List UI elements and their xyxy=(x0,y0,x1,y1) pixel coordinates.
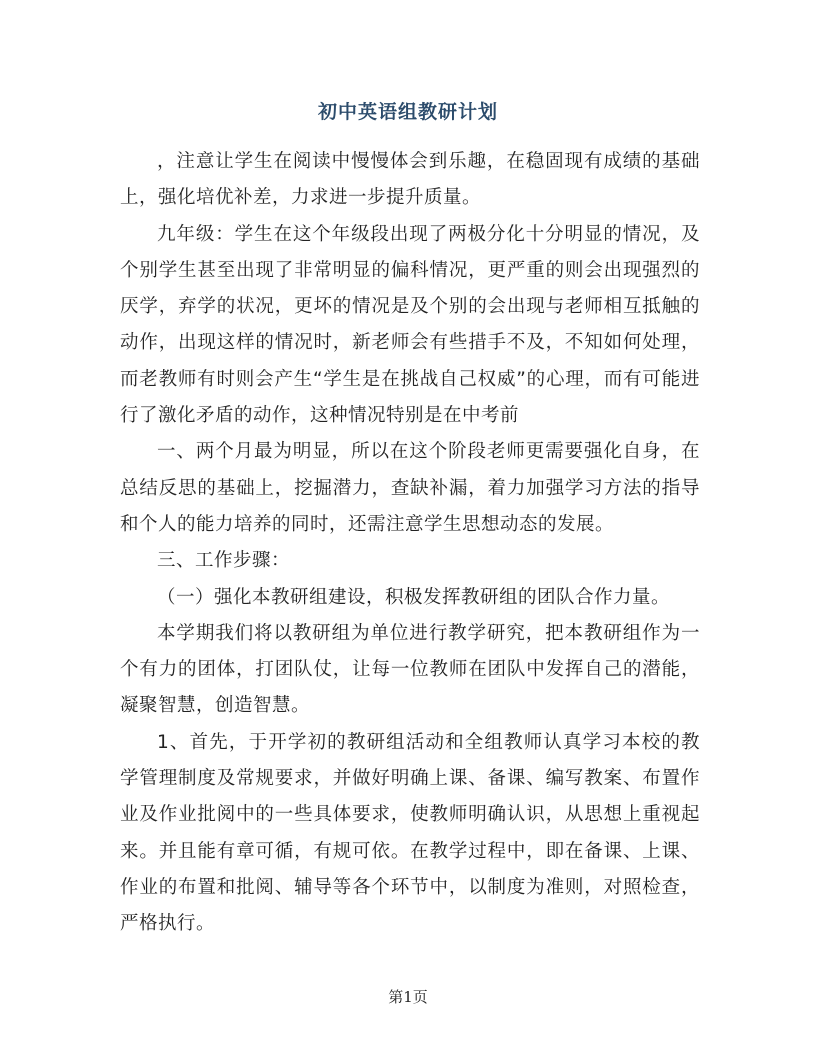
document-title: 初中英语组教研计划 xyxy=(317,101,498,123)
paragraph-4: 本学期我们将以教研组为单位进行教学研究，把本教研组作为一个有力的团体，打团队仗，让每一位教师在团队中发挥自己的潜能，凝聚智慧，创造智慧。 xyxy=(120,622,700,717)
document-body xyxy=(120,144,700,943)
paragraph-5: 1、首先，于开学初的教研组活动和全组教师认真学习本校的教学管理制度及常规要求，并做好明确上课、备课、编写教案、布置作业及作业批阅中的一些具体要求，使教师明确认识，从思想上重视起来。并且能有章可循，有规可依。在教学过程中，即在备课、上课、作业的布置和批阅、辅导等各个环节中，以制度为准则，对照检查，严格执行。 xyxy=(120,731,700,935)
paragraph-3: 一、两个月最为明显，所以在这个阶段老师更需要强化自身，在总结反思的基础上，挖掘潜力，查缺补漏，着力加强学习方法的指导和个人的能力培养的同时，还需注意学生思想动态的发展。 xyxy=(120,441,700,535)
paragraph-1: ，注意让学生在阅读中慢慢体会到乐趣，在稳固现有成绩的基础上，强化培优补差，力求进一步提升质量。 xyxy=(120,151,700,209)
paragraph-2: 九年级：学生在这个年级段出现了两极分化十分明显的情况，及个别学生甚至出现了非常明显的偏科情况，更严重的则会出现强烈的厌学，弃学的状况，更坏的情况是及个别的会出现与老师相互抵触的动作，出现这样的情况时，新老师会有些措手不及，不知如何处理，而老教师有时则会产生“学生是在挑战自己权威”的心理，而有可能进行了激化矛盾的动作，这种情况特别是在中考前 xyxy=(120,223,700,427)
section-heading-work-steps: 三、工作步骤： xyxy=(157,550,291,572)
subsection-heading-1: （一）强化本教研组建设，积极发挥教研组的团队合作力量。 xyxy=(157,586,671,608)
page-number: 第1页 xyxy=(388,988,428,1006)
